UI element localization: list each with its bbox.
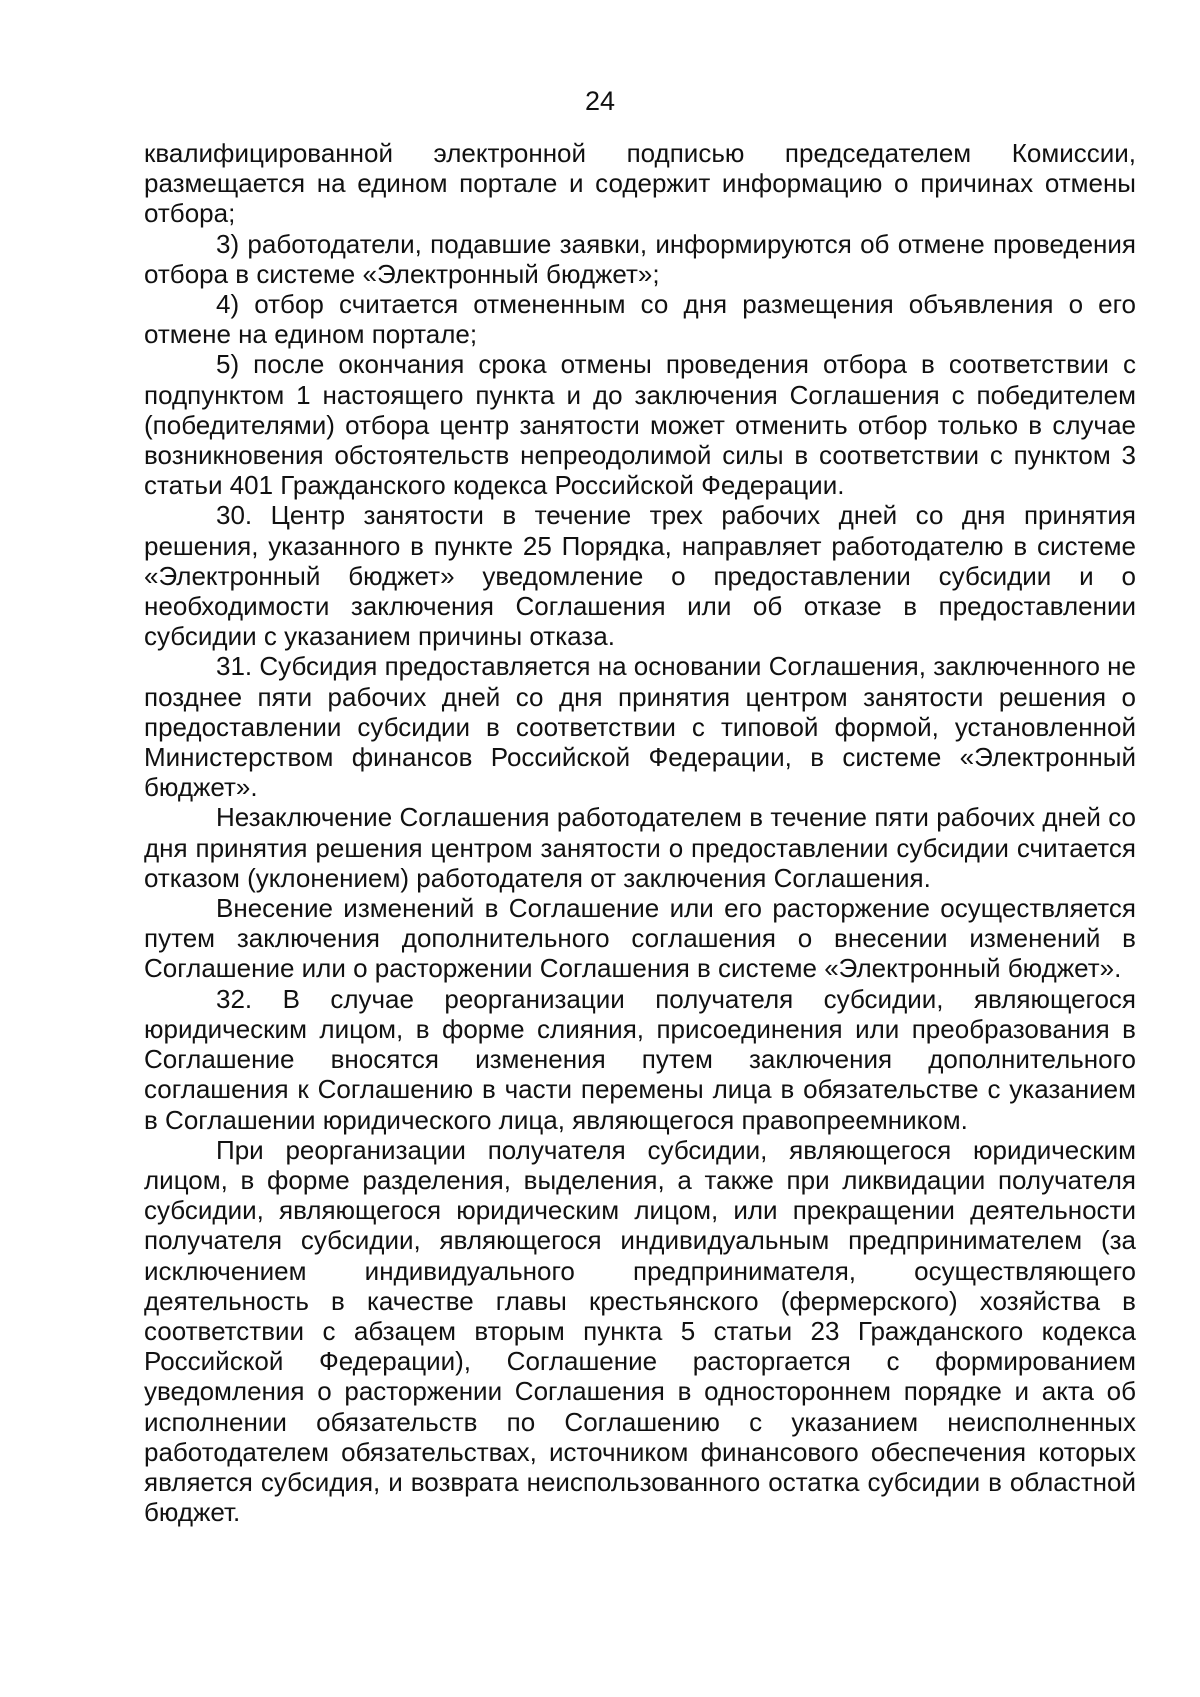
paragraph-amendments: Внесение изменений в Соглашение или его расторжение осуществляется путем заключения дополнительного соглашения о внесении изменений в Соглашение или о расторжении Соглашения в системе «Электронный бюджет». xyxy=(144,893,1136,984)
paragraph-clause-31: 31. Субсидия предоставляется на основании Соглашения, заключенного не позднее пяти рабочих дней со дня принятия центром занятости решения о предоставлении субсидии в соответствии с типовой формой, установленной Министерством финансов Российской Федерации, в системе «Электронный бюджет». xyxy=(144,651,1136,803)
paragraph-reorganization: При реорганизации получателя субсидии, являющегося юридическим лицом, в форме разделения, выделения, а также при ликвидации получателя субсидии, являющегося юридическим лицом, или прекращении деятельности получателя субсидии, являющегося индивидуальным предпринимателем (за исключением индивидуального предпринимателя, осуществляющего деятельность в качестве главы крестьянского (фермерского) хозяйства в соответствии с абзацем вторым пункта 5 статьи 23 Гражданского кодекса Российской Федерации), Соглашение расторгается с формированием уведомления о расторжении Соглашения в одностороннем порядке и акта об исполнении обязательств по Соглашению с указанием неисполненных работодателем обязательствах, источником финансового обеспечения которых является субсидия, и возврата неиспользованного остатка субсидии в областной бюджет. xyxy=(144,1134,1136,1528)
paragraph-item-4: 4) отбор считается отмененным со дня размещения объявления о его отмене на едином портале; xyxy=(144,289,1136,350)
document-body xyxy=(144,138,1136,1527)
paragraph-continuation: квалифицированной электронной подписью председателем Комиссии, размещается на едином портале и содержит информацию о причинах отмены отбора; xyxy=(144,138,1136,229)
paragraph-non-conclusion: Незаключение Соглашения работодателем в течение пяти рабочих дней со дня принятия решения центром занятости о предоставлении субсидии считается отказом (уклонением) работодателя от заключения Соглашения. xyxy=(144,802,1136,893)
paragraph-item-3: 3) работодатели, подавшие заявки, информируются об отмене проведения отбора в системе «Электронный бюджет»; xyxy=(144,228,1136,289)
paragraph-clause-30: 30. Центр занятости в течение трех рабочих дней со дня принятия решения, указанного в пункте 25 Порядка, направляет работодателю в системе «Электронный бюджет» уведомление о предоставлении субсидии и о необходимости заключения Соглашения или об отказе в предоставлении субсидии с указанием причины отказа. xyxy=(144,500,1136,652)
page-number: 24 xyxy=(584,86,616,116)
paragraph-item-5: 5) после окончания срока отмены проведения отбора в соответствии с подпунктом 1 настоящего пункта и до заключения Соглашения с победителем (победителями) отбора центр занятости может отменить отбор только в случае возникновения обстоятельств непреодолимой силы в соответствии с пунктом 3 статьи 401 Гражданского кодекса Российской Федерации. xyxy=(144,349,1136,501)
paragraph-clause-32: 32. В случае реорганизации получателя субсидии, являющегося юридическим лицом, в форме слияния, присоединения или преобразования в Соглашение вносятся изменения путем заключения дополнительного соглашения к Соглашению в части перемены лица в обязательстве с указанием в Соглашении юридического лица, являющегося правопреемником. xyxy=(144,983,1136,1135)
